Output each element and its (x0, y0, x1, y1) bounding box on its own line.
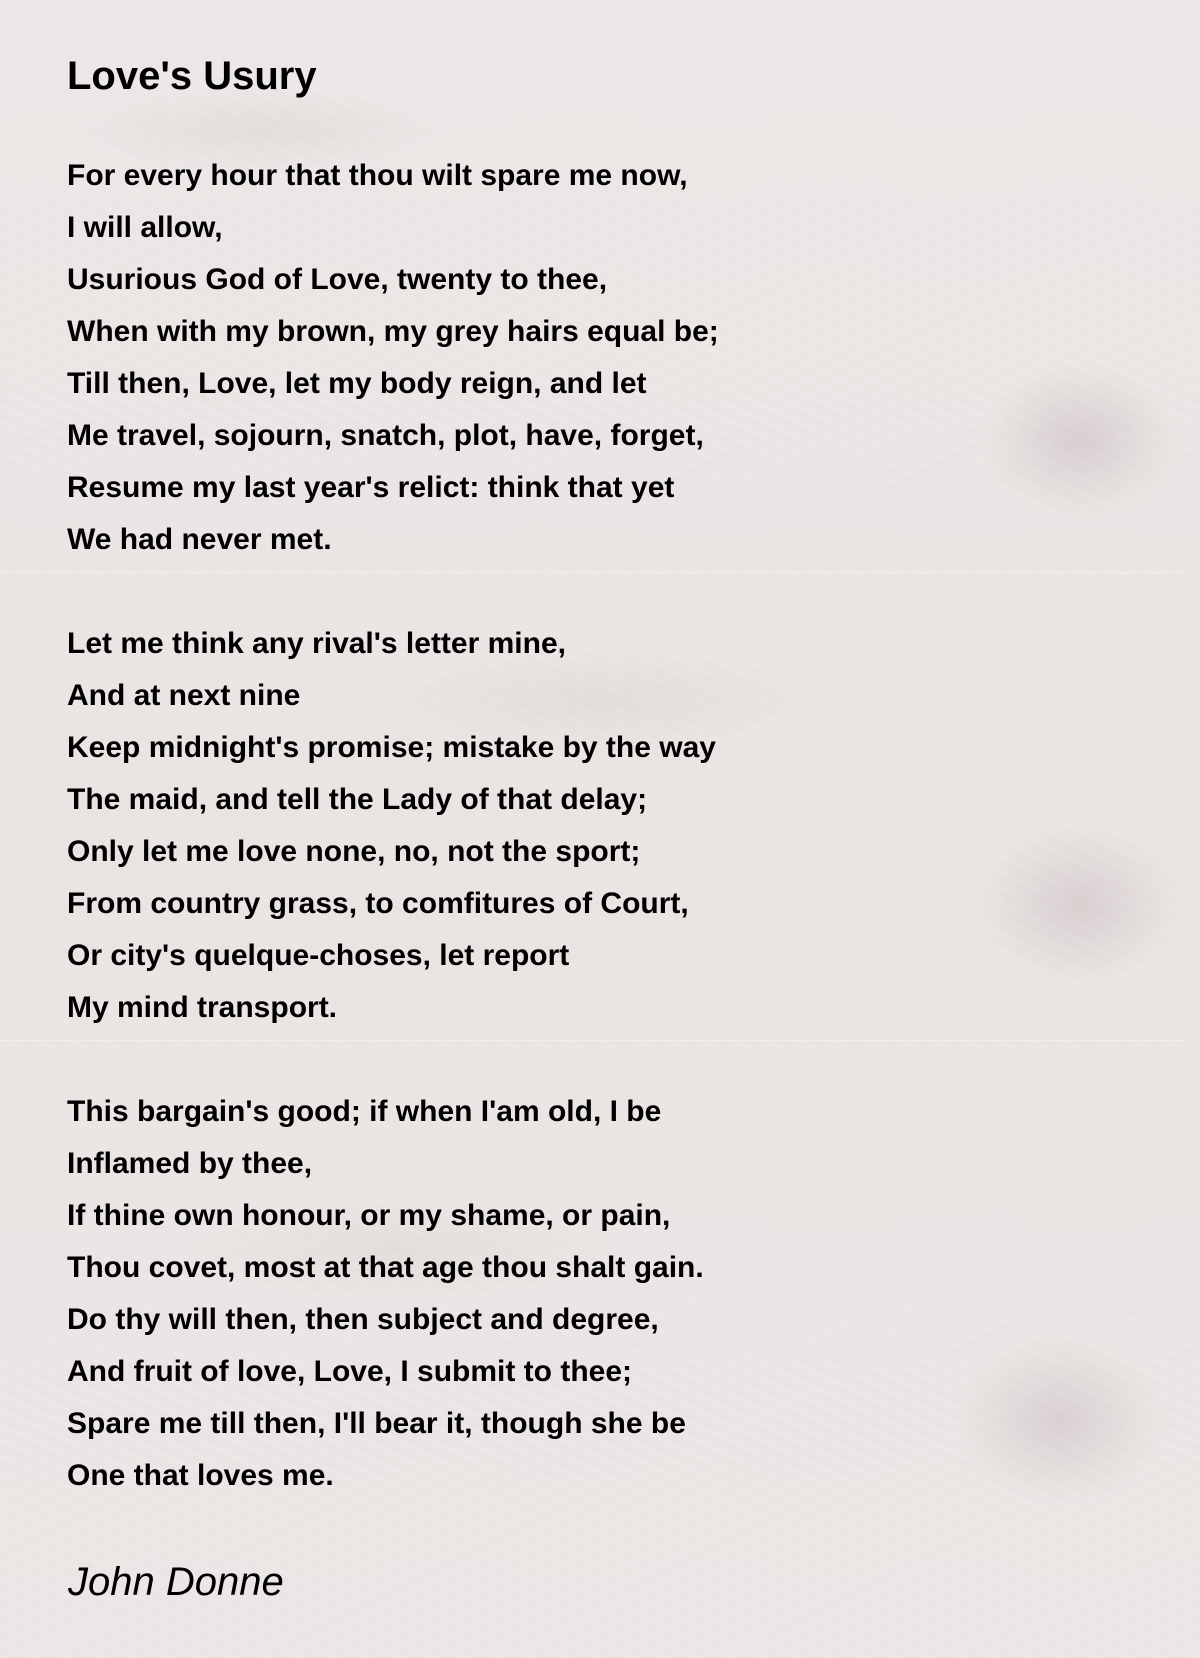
poem-line: If thine own honour, or my shame, or pain, (67, 1199, 671, 1232)
poem-author: John Donne (68, 1560, 284, 1604)
poem-line: One that loves me. (67, 1459, 334, 1492)
poem-line: Till then, Love, let my body reign, and let (67, 367, 647, 400)
poem-line: My mind transport. (67, 991, 338, 1024)
poem-body (67, 150, 719, 1554)
poem-line: When with my brown, my grey hairs equal be; (67, 315, 719, 348)
poem-line: We had never met. (67, 523, 332, 556)
poem-line: Me travel, sojourn, snatch, plot, have, forget, (67, 419, 704, 452)
stanza-1 (67, 150, 719, 566)
poem-line: Do thy will then, then subject and degree, (67, 1303, 659, 1336)
poem-line: From country grass, to comfitures of Court, (67, 887, 689, 920)
poem-line: Keep midnight's promise; mistake by the way (67, 731, 716, 764)
poem-line: Inflamed by thee, (67, 1147, 313, 1180)
poem-line: Thou covet, most at that age thou shalt gain. (67, 1251, 704, 1284)
poem-line: Resume my last year's relict: think that yet (67, 471, 675, 504)
poem-line: Or city's quelque-choses, let report (67, 939, 570, 972)
poem-line: Let me think any rival's letter mine, (67, 627, 566, 660)
poem-line: The maid, and tell the Lady of that delay; (67, 783, 648, 816)
poem-line: And at next nine (67, 679, 301, 712)
stanza-2 (67, 618, 719, 1034)
poem-line: For every hour that thou wilt spare me now, (67, 159, 688, 192)
poem-line: Only let me love none, no, not the sport; (67, 835, 641, 868)
poem-line: This bargain's good; if when I'am old, I be (67, 1095, 662, 1128)
stanza-3 (67, 1086, 719, 1502)
poem-line: And fruit of love, Love, I submit to thee; (67, 1355, 633, 1388)
poem-line: Usurious God of Love, twenty to thee, (67, 263, 608, 296)
poem-line: I will allow, (67, 211, 223, 244)
poem-title: Love's Usury (67, 54, 317, 98)
poem-line: Spare me till then, I'll bear it, though she be (67, 1407, 686, 1440)
